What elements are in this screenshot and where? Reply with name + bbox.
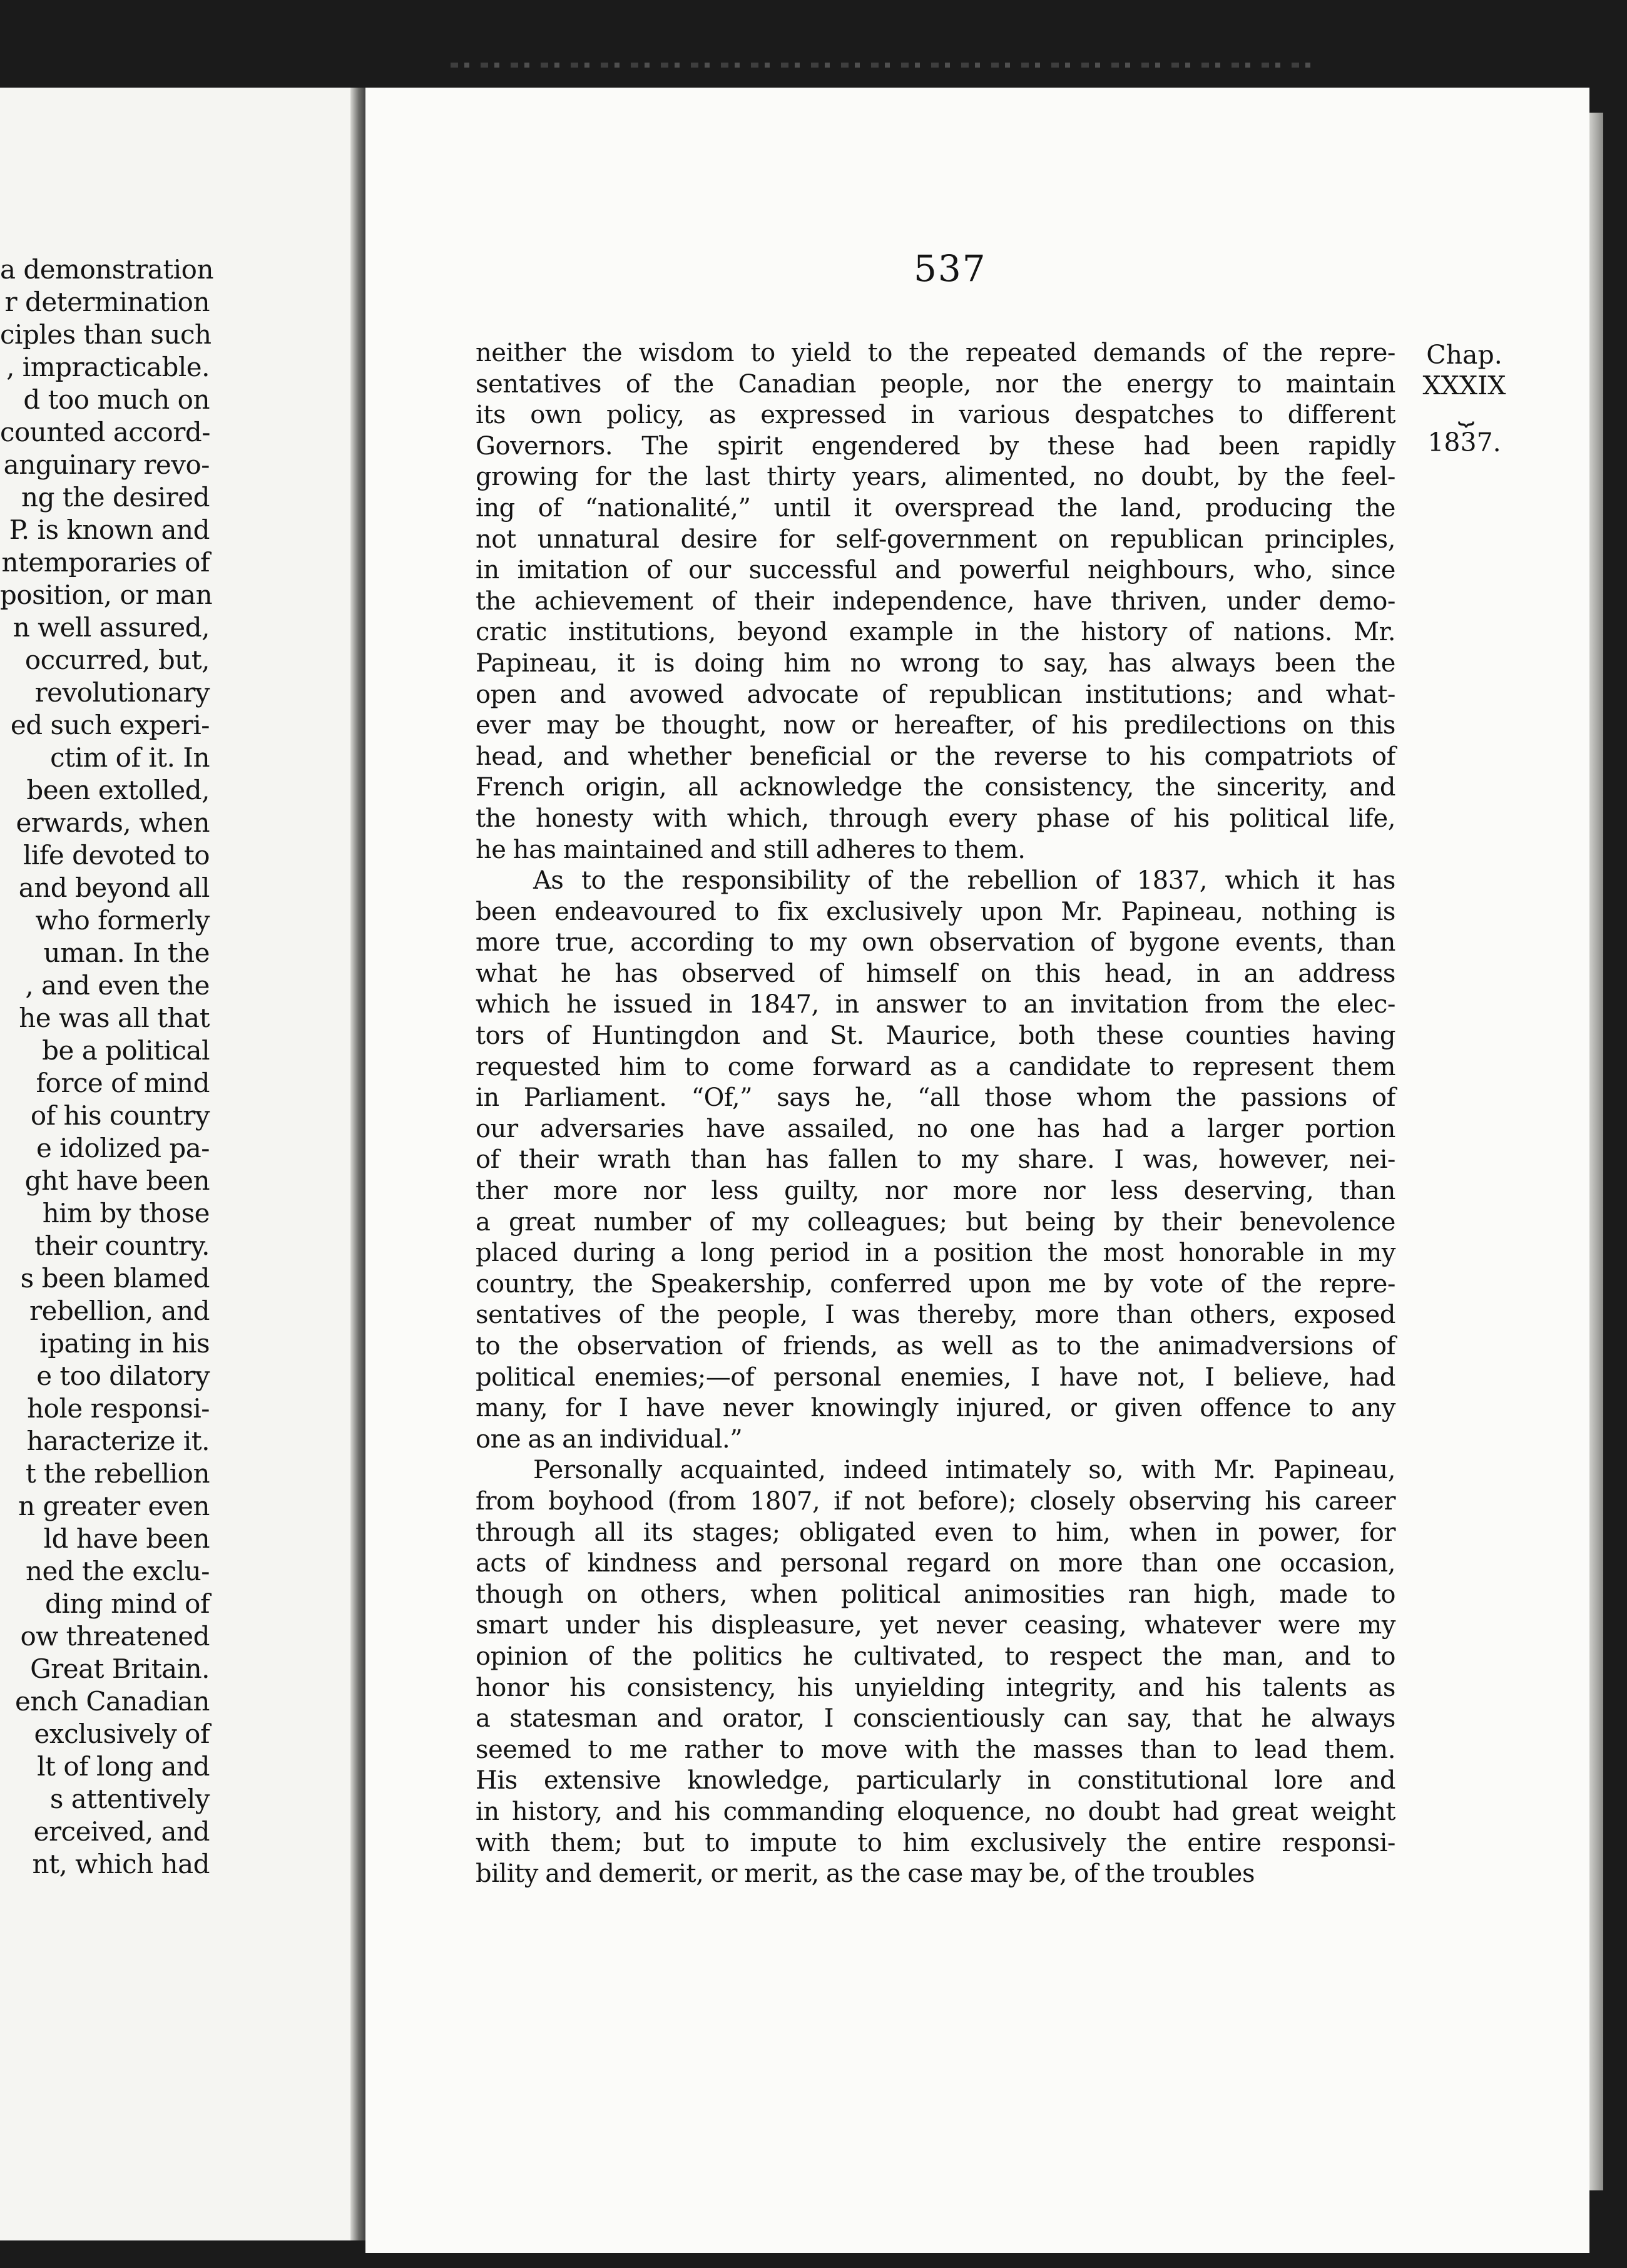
facing-page-line: occurred, but, (24, 645, 210, 675)
text-line: honor his consistency, his unyielding integrity, and his talents as (476, 1673, 1395, 1702)
text-line: ever may be thought, now or hereafter, of his predilections on this (476, 711, 1395, 740)
text-line: more true, according to my own observation of bygone events, than (476, 928, 1395, 958)
facing-page-line: ed such experi- (10, 710, 210, 740)
text-line: smart under his displeasure, yet never ceasing, whatever were my (476, 1611, 1395, 1640)
text-line: growing for the last thirty years, alimented, no doubt, by the feel- (476, 462, 1395, 492)
text-line: what he has observed of himself on this head, in an address (476, 959, 1395, 988)
facing-page-line: he was all that (19, 1003, 210, 1033)
facing-page-line: ciples than such (0, 319, 212, 350)
facing-page-line: counted accord- (0, 417, 210, 447)
text-line: through all its stages; obligated even to him, when in power, for (476, 1518, 1395, 1547)
facing-page-line: Great Britain. (30, 1653, 210, 1684)
facing-page-line: n greater even (18, 1491, 210, 1521)
facing-page-line: him by those (42, 1198, 210, 1228)
text-line: bility and demerit, or merit, as the case may be, of the troubles (476, 1859, 1255, 1889)
facing-page-line: s been blamed (20, 1263, 210, 1294)
text-line: open and avowed advocate of republican institutions; and what- (476, 680, 1395, 709)
facing-page-line: of his country (30, 1100, 210, 1131)
facing-page-line: and beyond all (18, 872, 210, 903)
text-line: opinion of the politics he cultivated, to respect the man, and to (476, 1642, 1395, 1671)
text-line: head, and whether beneficial or the reverse to his compatriots of (476, 742, 1395, 771)
facing-page-line: nt, which had (32, 1849, 210, 1879)
text-line: its own policy, as expressed in various despatches to different (476, 401, 1395, 430)
facing-page-line: ench Canadian (14, 1686, 210, 1717)
text-line: not unnatural desire for self-government on republican principles, (476, 524, 1395, 554)
text-line: His extensive knowledge, particularly in constitutional lore and (476, 1766, 1395, 1796)
facing-page-line: ng the desired (21, 482, 210, 513)
margin-year: 1837. (1427, 427, 1501, 457)
text-line: ther more nor less guilty, nor more nor less deserving, than (476, 1177, 1395, 1206)
text-line: with them; but to impute to him exclusively the entire responsi- (476, 1828, 1395, 1857)
text-line: requested him to come forward as a candidate to represent them (476, 1052, 1395, 1081)
page-edge (1589, 113, 1603, 2190)
facing-page-line: anguinary revo- (3, 449, 210, 480)
facing-page-line: ow threatened (20, 1621, 210, 1652)
body-text (476, 338, 1395, 1890)
text-line: cratic institutions, beyond example in the history of nations. Mr. (476, 618, 1395, 647)
facing-page-line: d too much on (23, 384, 210, 415)
facing-page-line: r determination (4, 287, 210, 317)
facing-page-line: , impracticable. (6, 352, 210, 382)
facing-page-line: ntemporaries of (1, 547, 210, 578)
facing-page-line: erwards, when (16, 807, 210, 838)
facing-page-line: e too dilatory (36, 1361, 210, 1391)
facing-page-line: ned the exclu- (25, 1556, 210, 1586)
facing-page-line: who formerly (35, 905, 210, 936)
margin-chapter: Chap. (1426, 340, 1502, 370)
text-line: a great number of my colleagues; but being by their benevolence (476, 1207, 1395, 1237)
text-line: he has maintained and still adheres to them. (476, 835, 1026, 864)
text-line: placed during a long period in a position the most honorable in my (476, 1239, 1395, 1268)
text-line: though on others, when political animosities ran high, made to (476, 1580, 1395, 1609)
brace-ornament: ⏟ (1457, 394, 1471, 426)
text-line: in history, and his commanding eloquence, no doubt had great weight (476, 1797, 1395, 1826)
facing-page-line: hole responsi- (27, 1393, 210, 1424)
text-line: to the observation of friends, as well as to the animadversions of (476, 1332, 1395, 1361)
text-line: the honesty with which, through every phase of his political life, (476, 804, 1395, 833)
text-line: acts of kindness and personal regard on more than one occasion, (476, 1549, 1395, 1578)
text-line: Papineau, it is doing him no wrong to say, has always been the (476, 648, 1395, 678)
facing-page-line: exclusively of (34, 1719, 210, 1749)
text-line: country, the Speakership, conferred upon me by vote of the repre- (476, 1269, 1395, 1299)
text-line: many, for I have never knowingly injured, or given offence to any (476, 1394, 1395, 1423)
text-line: ing of “nationalité,” until it overspread the land, producing the (476, 493, 1395, 523)
facing-page-line: position, or man (0, 580, 213, 610)
facing-page-line: life devoted to (23, 840, 210, 871)
text-line: French origin, all acknowledge the consistency, the sincerity, and (476, 773, 1395, 802)
text-line: political enemies;—of personal enemies, I have not, I believe, had (476, 1362, 1395, 1392)
facing-page-line: be a political (42, 1035, 210, 1066)
facing-page-line: s attentively (49, 1784, 210, 1814)
facing-page-line: force of mind (36, 1068, 210, 1098)
text-line: sentatives of the Canadian people, nor the energy to maintain (476, 369, 1395, 399)
facing-page-line: erceived, and (33, 1816, 210, 1847)
text-line: in imitation of our successful and powerful neighbours, who, since (476, 556, 1395, 585)
facing-page-line: revolutionary (34, 677, 210, 708)
margin-note (1420, 340, 1508, 458)
text-line: one as an individual.” (476, 1424, 743, 1454)
text-line: Personally acquainted, indeed intimately so, with Mr. Papineau, (533, 1456, 1395, 1485)
facing-page-text (0, 253, 213, 1881)
facing-page-line: n well assured, (13, 612, 210, 643)
text-line: As to the responsibility of the rebellion of 1837, which it has (533, 866, 1395, 896)
facing-page-line: P. is known and (9, 514, 210, 545)
text-line: a statesman and orator, I conscientiously can say, that he always (476, 1704, 1395, 1734)
text-line: tors of Huntingdon and St. Maurice, both these counties having (476, 1021, 1395, 1051)
facing-page-line: a demonstration (0, 254, 213, 285)
facing-page-line: rebellion, and (29, 1295, 210, 1326)
text-line: sentatives of the people, I was thereby, more than others, exposed (476, 1300, 1395, 1330)
facing-page-line: lt of long and (37, 1751, 210, 1782)
facing-page-left (0, 88, 358, 2240)
text-line: which he issued in 1847, in answer to an invitation from the elec- (476, 990, 1395, 1019)
facing-page-line: e idolized pa- (36, 1133, 210, 1163)
facing-page-line: ght have been (24, 1165, 210, 1196)
facing-page-line: uman. In the (43, 937, 210, 968)
text-line: our adversaries have assailed, no one has had a larger portion (476, 1114, 1395, 1143)
facing-page-line: ipating in his (39, 1328, 210, 1359)
facing-page-line: haracterize it. (26, 1426, 210, 1456)
facing-page-line: , and even the (25, 970, 210, 1001)
text-line: Governors. The spirit engendered by these had been rapidly (476, 431, 1395, 461)
text-line: of their wrath than has fallen to my share. I was, however, nei- (476, 1145, 1395, 1175)
text-line: in Parliament. “Of,” says he, “all those whom the passions of (476, 1083, 1395, 1113)
facing-page-line: their country. (34, 1230, 210, 1261)
scan-artifact-line (451, 63, 1314, 68)
facing-page-line: ctim of it. In (50, 742, 210, 773)
facing-page-line: ld have been (43, 1523, 210, 1554)
text-line: the achievement of their independence, have thriven, under demo- (476, 586, 1395, 616)
text-line: neither the wisdom to yield to the repeated demands of the repre- (476, 339, 1395, 367)
page-number: 537 (914, 247, 987, 290)
text-line: from boyhood (from 1807, if not before); closely observing his career (476, 1486, 1395, 1516)
text-line: seemed to me rather to move with the masses than to lead them. (476, 1735, 1395, 1764)
margin-chapter-numeral: XXXIX (1422, 370, 1506, 401)
facing-page-line: t the rebellion (25, 1458, 210, 1489)
facing-page-line: been extolled, (26, 775, 210, 805)
text-line: been endeavoured to fix exclusively upon Mr. Papineau, nothing is (476, 897, 1395, 926)
facing-page-line: ding mind of (45, 1588, 210, 1619)
